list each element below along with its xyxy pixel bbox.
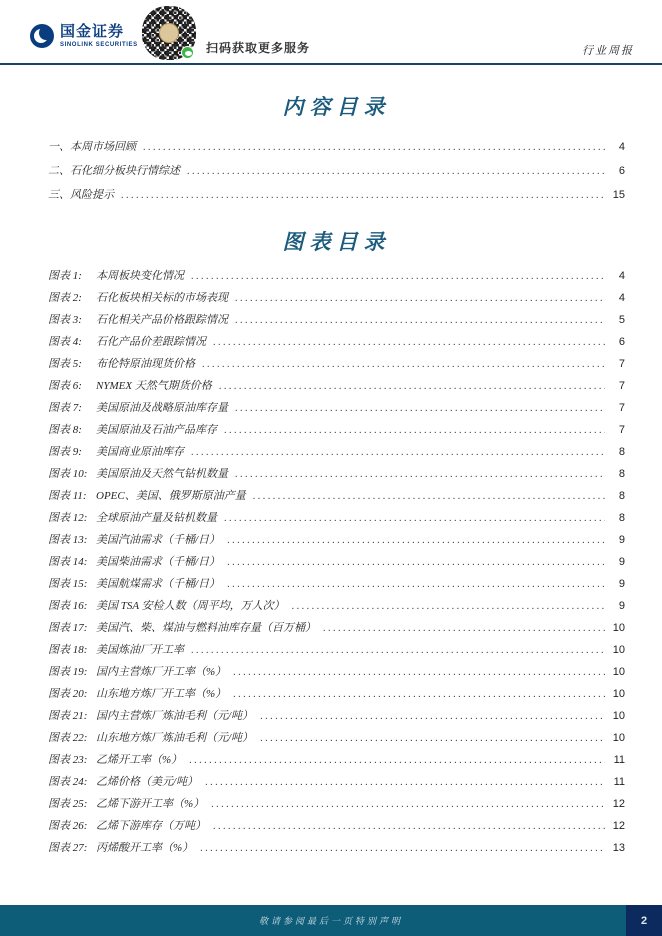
qr-center-logo-icon bbox=[159, 23, 179, 43]
figure-entry-number: 图表 23: bbox=[48, 754, 88, 766]
figure-entry-title: 石化板块相关标的市场表现 bbox=[96, 292, 228, 304]
figure-entry-page: 5 bbox=[618, 314, 625, 326]
figure-entry-number: 图表 21: bbox=[48, 710, 88, 722]
toc-main bbox=[48, 65, 625, 861]
page-footer bbox=[0, 905, 662, 936]
figure-entry-title: 国内主营炼厂开工率（%） bbox=[96, 666, 227, 678]
figure-entry-title: 山东地方炼厂开工率（%） bbox=[96, 688, 227, 700]
figure-entry-page: 12 bbox=[612, 798, 625, 810]
figure-entry-number: 图表 8: bbox=[48, 424, 82, 436]
figure-entry-number: 图表 3: bbox=[48, 314, 82, 326]
content-toc-title: 内容目录 bbox=[282, 95, 391, 119]
dot-leader bbox=[323, 623, 605, 634]
figure-entry-number: 图表 10: bbox=[48, 468, 88, 480]
dot-leader bbox=[202, 359, 605, 370]
figure-entry-page: 7 bbox=[618, 358, 625, 370]
figure-entry-title: 丙烯酸开工率（%） bbox=[96, 842, 194, 854]
figure-entry-title: 美国原油及天然气钻机数量 bbox=[96, 468, 228, 480]
figure-entry-title: 美国 TSA 安检人数（周平均，万人次） bbox=[96, 600, 285, 612]
figure-entry-number: 图表 5: bbox=[48, 358, 82, 370]
figure-toc-entry[interactable] bbox=[48, 575, 625, 597]
figure-entry-title: 美国原油及石油产品库存 bbox=[96, 424, 217, 436]
figure-entry-page: 10 bbox=[612, 688, 625, 700]
content-toc-entry[interactable] bbox=[48, 138, 625, 162]
dot-leader bbox=[233, 689, 605, 700]
figure-toc-entry[interactable] bbox=[48, 839, 625, 861]
dot-leader bbox=[227, 557, 605, 568]
figure-entry-page: 7 bbox=[618, 402, 625, 414]
page-header bbox=[0, 0, 662, 63]
figure-entry-title: 石化相关产品价格跟踪情况 bbox=[96, 314, 228, 326]
figure-entry-page: 8 bbox=[618, 468, 625, 480]
figure-toc-entry[interactable] bbox=[48, 795, 625, 817]
figure-entry-title: 美国柴油需求（千桶/日） bbox=[96, 556, 221, 568]
dot-leader bbox=[235, 293, 605, 304]
brand-text bbox=[60, 24, 138, 48]
figure-toc-entry[interactable] bbox=[48, 487, 625, 509]
figure-entry-title: 乙烯开工率（%） bbox=[96, 754, 183, 766]
figure-toc-list bbox=[48, 267, 625, 861]
figure-entry-number: 图表 27: bbox=[48, 842, 88, 854]
figure-toc-entry[interactable] bbox=[48, 707, 625, 729]
dot-leader bbox=[187, 166, 605, 177]
figure-entry-title: 美国汽、柴、煤油与燃料油库存量（百万桶） bbox=[96, 622, 316, 634]
figure-entry-number: 图表 24: bbox=[48, 776, 88, 788]
content-toc-entry[interactable] bbox=[48, 186, 625, 210]
toc-entry-page: 15 bbox=[612, 189, 625, 201]
figure-entry-page: 13 bbox=[612, 842, 625, 854]
figure-entry-number: 图表 18: bbox=[48, 644, 88, 656]
figure-entry-page: 10 bbox=[612, 666, 625, 678]
dot-leader bbox=[253, 491, 605, 502]
figure-toc-entry[interactable] bbox=[48, 729, 625, 751]
figure-entry-page: 7 bbox=[618, 424, 625, 436]
dot-leader bbox=[224, 513, 605, 524]
figure-toc-entry[interactable] bbox=[48, 751, 625, 773]
figure-entry-number: 图表 25: bbox=[48, 798, 88, 810]
figure-entry-page: 12 bbox=[612, 820, 625, 832]
figure-toc-entry[interactable] bbox=[48, 377, 625, 399]
dot-leader bbox=[233, 667, 605, 678]
toc-entry-page: 4 bbox=[618, 141, 625, 153]
dot-leader bbox=[121, 190, 605, 201]
content-toc-entry[interactable] bbox=[48, 162, 625, 186]
figure-toc-entry[interactable] bbox=[48, 509, 625, 531]
sinolink-crescent-icon bbox=[30, 24, 54, 48]
dot-leader bbox=[227, 579, 605, 590]
figure-entry-title: 美国汽油需求（千桶/日） bbox=[96, 534, 221, 546]
figure-toc-entry[interactable] bbox=[48, 817, 625, 839]
dot-leader bbox=[191, 645, 605, 656]
figure-entry-number: 图表 14: bbox=[48, 556, 88, 568]
toc-entry-label: 二、石化细分板块行情综述 bbox=[48, 165, 180, 177]
figure-entry-number: 图表 12: bbox=[48, 512, 88, 524]
figure-entry-title: 石化产品价差跟踪情况 bbox=[96, 336, 206, 348]
page-number-badge: 2 bbox=[626, 905, 662, 936]
figure-toc-entry[interactable] bbox=[48, 553, 625, 575]
figure-toc-entry[interactable] bbox=[48, 465, 625, 487]
figure-entry-title: 全球原油产量及钻机数量 bbox=[96, 512, 217, 524]
dot-leader bbox=[235, 469, 605, 480]
figure-entry-number: 图表 9: bbox=[48, 446, 82, 458]
figure-entry-page: 4 bbox=[618, 292, 625, 304]
figure-entry-number: 图表 11: bbox=[48, 490, 87, 502]
wechat-icon bbox=[181, 46, 194, 59]
dot-leader bbox=[292, 601, 605, 612]
figure-entry-number: 图表 7: bbox=[48, 402, 82, 414]
figure-toc-entry[interactable] bbox=[48, 663, 625, 685]
figure-entry-page: 9 bbox=[618, 556, 625, 568]
figure-entry-page: 4 bbox=[618, 270, 625, 282]
figure-entry-number: 图表 26: bbox=[48, 820, 88, 832]
figure-entry-title: 美国航煤需求（千桶/日） bbox=[96, 578, 221, 590]
dot-leader bbox=[260, 733, 605, 744]
figure-toc-entry[interactable] bbox=[48, 531, 625, 553]
dot-leader bbox=[189, 755, 605, 766]
figure-toc-entry[interactable] bbox=[48, 311, 625, 333]
figure-toc-entry[interactable] bbox=[48, 641, 625, 663]
figure-entry-number: 图表 6: bbox=[48, 380, 82, 392]
figure-toc-entry[interactable] bbox=[48, 421, 625, 443]
dot-leader bbox=[219, 381, 605, 392]
figure-entry-title: 乙烯下游库存（万吨） bbox=[96, 820, 206, 832]
figure-toc-entry[interactable] bbox=[48, 333, 625, 355]
footer-disclaimer: 敬请参阅最后一页特别声明 bbox=[258, 916, 403, 926]
figure-entry-page: 10 bbox=[612, 732, 625, 744]
figure-entry-page: 9 bbox=[618, 600, 625, 612]
dot-leader bbox=[191, 447, 605, 458]
figure-entry-page: 11 bbox=[613, 776, 625, 788]
figure-entry-page: 8 bbox=[618, 512, 625, 524]
dot-leader bbox=[211, 799, 605, 810]
figure-entry-title: 美国原油及战略原油库存量 bbox=[96, 402, 228, 414]
toc-entry-label: 一、本周市场回顾 bbox=[48, 141, 136, 153]
figure-entry-number: 图表 1: bbox=[48, 270, 82, 282]
figure-entry-page: 10 bbox=[612, 710, 625, 722]
figure-toc-entry[interactable] bbox=[48, 289, 625, 311]
dot-leader bbox=[260, 711, 605, 722]
dot-leader bbox=[224, 425, 605, 436]
qr-code-icon bbox=[142, 6, 196, 60]
brand-name-cn: 国金证券 bbox=[60, 23, 125, 40]
brand-name-en: SINOLINK SECURITIES bbox=[60, 41, 138, 48]
figure-entry-title: 乙烯价格（美元/吨） bbox=[96, 776, 199, 788]
figure-entry-page: 9 bbox=[618, 534, 625, 546]
figure-entry-number: 图表 16: bbox=[48, 600, 88, 612]
dot-leader bbox=[235, 403, 605, 414]
content-toc-list bbox=[48, 138, 625, 210]
report-type-label: 行业周报 bbox=[582, 45, 634, 57]
figure-toc-entry[interactable] bbox=[48, 685, 625, 707]
figure-entry-title: 山东地方炼厂炼油毛利（元/吨） bbox=[96, 732, 254, 744]
dot-leader bbox=[143, 142, 605, 153]
figure-entry-number: 图表 15: bbox=[48, 578, 88, 590]
dot-leader bbox=[235, 315, 605, 326]
qr-caption: 扫码获取更多服务 bbox=[206, 41, 311, 55]
figure-entry-title: NYMEX 天然气期货价格 bbox=[96, 380, 212, 392]
dot-leader bbox=[200, 843, 605, 854]
figure-entry-page: 10 bbox=[612, 622, 625, 634]
figure-toc-entry[interactable] bbox=[48, 619, 625, 641]
dot-leader bbox=[213, 821, 605, 832]
figure-entry-number: 图表 19: bbox=[48, 666, 88, 678]
figure-toc-entry[interactable] bbox=[48, 267, 625, 289]
figure-entry-number: 图表 20: bbox=[48, 688, 88, 700]
figure-toc-entry[interactable] bbox=[48, 773, 625, 795]
figure-entry-page: 8 bbox=[618, 446, 625, 458]
figure-entry-page: 9 bbox=[618, 578, 625, 590]
figure-entry-page: 7 bbox=[618, 380, 625, 392]
figure-entry-page: 8 bbox=[618, 490, 625, 502]
figure-entry-number: 图表 17: bbox=[48, 622, 88, 634]
figure-entry-title: 本周板块变化情况 bbox=[96, 270, 184, 282]
figure-entry-page: 10 bbox=[612, 644, 625, 656]
figure-entry-title: 美国炼油厂开工率 bbox=[96, 644, 184, 656]
figure-entry-number: 图表 4: bbox=[48, 336, 82, 348]
figure-entry-number: 图表 13: bbox=[48, 534, 88, 546]
figure-entry-number: 图表 22: bbox=[48, 732, 88, 744]
figure-toc-entry[interactable] bbox=[48, 355, 625, 377]
figure-toc-entry[interactable] bbox=[48, 597, 625, 619]
figure-entry-title: 布伦特原油现货价格 bbox=[96, 358, 195, 370]
figure-entry-title: 美国商业原油库存 bbox=[96, 446, 184, 458]
figure-toc-entry[interactable] bbox=[48, 399, 625, 421]
dot-leader bbox=[213, 337, 605, 348]
dot-leader bbox=[191, 271, 605, 282]
figure-entry-title: 乙烯下游开工率（%） bbox=[96, 798, 205, 810]
toc-entry-page: 6 bbox=[618, 165, 625, 177]
toc-entry-label: 三、风险提示 bbox=[48, 189, 114, 201]
dot-leader bbox=[205, 777, 605, 788]
figure-entry-page: 11 bbox=[613, 754, 625, 766]
figure-toc-entry[interactable] bbox=[48, 443, 625, 465]
figure-entry-title: 国内主营炼厂炼油毛利（元/吨） bbox=[96, 710, 254, 722]
figure-entry-page: 6 bbox=[618, 336, 625, 348]
dot-leader bbox=[227, 535, 605, 546]
figure-entry-number: 图表 2: bbox=[48, 292, 82, 304]
brand-logo bbox=[30, 24, 138, 48]
figure-toc-title: 图表目录 bbox=[282, 230, 391, 254]
figure-entry-title: OPEC、美国、俄罗斯原油产量 bbox=[96, 490, 246, 502]
